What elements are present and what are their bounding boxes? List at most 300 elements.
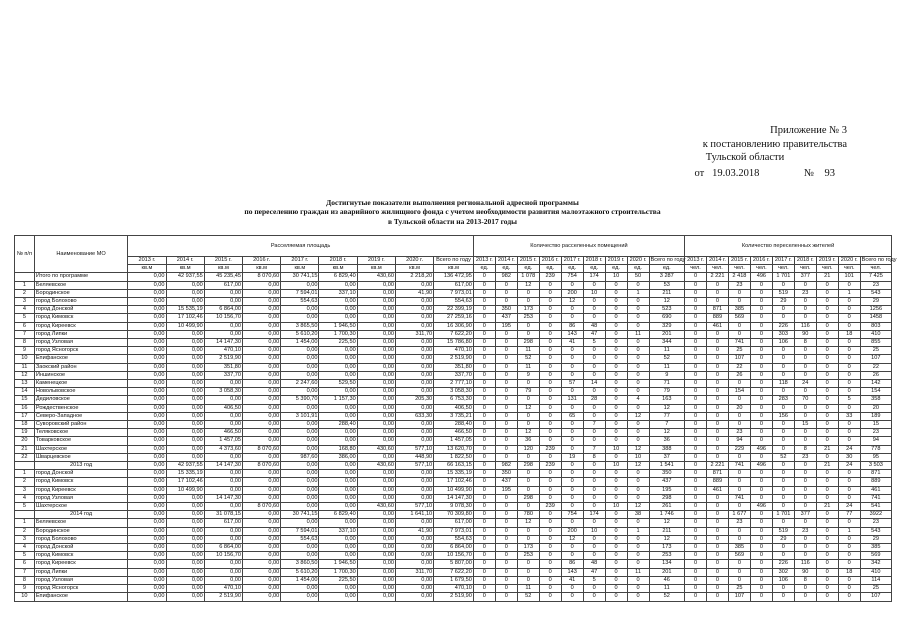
header-unit: чел.: [707, 265, 729, 273]
people-cell: 0: [685, 519, 707, 527]
area-cell: 430,60: [357, 273, 395, 281]
area-cell: 0,00: [319, 281, 357, 289]
people-cell: 118: [772, 380, 794, 388]
rooms-cell: 14: [583, 380, 605, 388]
area-cell: 205,30: [395, 396, 433, 404]
rooms-cell: 0: [539, 486, 561, 494]
rooms-cell: 0: [561, 445, 583, 453]
rooms-cell: 0: [583, 462, 605, 470]
area-cell: 3 865,50: [281, 322, 319, 330]
people-cell: 871: [860, 470, 891, 478]
rooms-cell: 0: [495, 576, 517, 584]
header-unit: кв.м: [395, 265, 433, 273]
area-cell: 0,00: [357, 355, 395, 363]
people-cell: 0: [816, 380, 838, 388]
people-cell: 569: [728, 314, 750, 322]
rooms-cell: 52: [649, 593, 685, 601]
area-cell: 0,00: [357, 437, 395, 445]
people-cell: 90: [794, 568, 816, 576]
area-cell: 0,00: [166, 585, 204, 593]
header-unit: чел.: [772, 265, 794, 273]
people-cell: 0: [794, 478, 816, 486]
rooms-cell: 0: [561, 371, 583, 379]
area-cell: 0,00: [166, 445, 204, 453]
header-unit: кв.м: [434, 265, 474, 273]
people-cell: 0: [838, 486, 860, 494]
people-cell: 0: [816, 585, 838, 593]
area-cell: 0,00: [319, 494, 357, 502]
rooms-cell: 0: [539, 306, 561, 314]
rooms-cell: 12: [627, 412, 649, 420]
area-cell: 0,00: [319, 478, 357, 486]
rooms-cell: 0: [539, 347, 561, 355]
people-cell: 0: [750, 585, 772, 593]
people-cell: 0: [707, 437, 729, 445]
area-cell: 6 864,00: [434, 544, 474, 552]
area-cell: 0,00: [281, 281, 319, 289]
rooms-cell: 0: [627, 306, 649, 314]
rooms-cell: 0: [627, 339, 649, 347]
people-cell: 0: [750, 371, 772, 379]
area-cell: 6 829,40: [319, 511, 357, 519]
rooms-cell: 38: [627, 511, 649, 519]
header-unit: кв.м: [166, 265, 204, 273]
rooms-cell: 0: [605, 306, 627, 314]
rooms-cell: 0: [583, 314, 605, 322]
rooms-cell: 0: [583, 519, 605, 527]
rooms-cell: 143: [561, 330, 583, 338]
area-cell: 0,00: [243, 568, 281, 576]
rooms-cell: 0: [605, 339, 627, 347]
area-cell: 0,00: [281, 519, 319, 527]
area-cell: 0,00: [128, 322, 166, 330]
people-cell: 23: [860, 519, 891, 527]
people-cell: 0: [816, 314, 838, 322]
table-row: [15, 412, 892, 420]
table-row: [15, 568, 892, 576]
row-name: город Донской: [34, 544, 127, 552]
people-cell: 741: [860, 494, 891, 502]
rooms-cell: 0: [627, 593, 649, 601]
rooms-cell: 0: [517, 486, 539, 494]
area-cell: 0,00: [243, 322, 281, 330]
people-cell: 0: [838, 339, 860, 347]
area-cell: 0,00: [128, 568, 166, 576]
row-name: Дедиловское: [34, 396, 127, 404]
row-number: 3: [15, 486, 35, 494]
rooms-cell: 0: [627, 486, 649, 494]
people-cell: 0: [816, 453, 838, 461]
people-cell: 0: [707, 511, 729, 519]
table-row: [15, 380, 892, 388]
table-row: [15, 462, 892, 470]
document-title-line2: по переселению граждан из аварийного жилищного фонда с учетом необходимости развития малоэтажного строительства: [244, 207, 661, 216]
area-cell: 577,10: [395, 462, 433, 470]
rooms-cell: 0: [495, 281, 517, 289]
area-cell: 0,00: [357, 314, 395, 322]
area-cell: 3 101,91: [281, 412, 319, 420]
area-cell: 0,00: [319, 412, 357, 420]
row-name: город Узловая: [34, 576, 127, 584]
row-number: 7: [15, 568, 35, 576]
rooms-cell: 0: [605, 437, 627, 445]
area-cell: 0,00: [243, 437, 281, 445]
area-cell: 9 078,30: [434, 503, 474, 511]
area-cell: 0,00: [128, 281, 166, 289]
people-cell: 0: [750, 388, 772, 396]
rooms-cell: 9: [517, 371, 539, 379]
people-cell: 0: [685, 421, 707, 429]
area-cell: 337,70: [434, 371, 474, 379]
area-cell: 0,00: [357, 560, 395, 568]
row-name: Товарковское: [34, 437, 127, 445]
people-cell: 0: [750, 404, 772, 412]
rooms-cell: 0: [561, 470, 583, 478]
people-cell: 0: [728, 330, 750, 338]
people-cell: 23: [794, 453, 816, 461]
area-cell: 22 399,19: [434, 306, 474, 314]
people-cell: 0: [750, 453, 772, 461]
rooms-cell: 77: [649, 412, 685, 420]
table-row: [15, 552, 892, 560]
rooms-cell: 0: [473, 429, 495, 437]
table-row: [15, 527, 892, 535]
area-cell: 15 535,19: [166, 306, 204, 314]
people-cell: 3922: [860, 511, 891, 519]
area-cell: 0,00: [357, 527, 395, 535]
annex-date-prefix: от: [694, 168, 705, 179]
people-cell: 0: [750, 355, 772, 363]
rooms-cell: 0: [627, 322, 649, 330]
people-cell: 0: [838, 281, 860, 289]
area-cell: 0,00: [243, 453, 281, 461]
rooms-cell: 0: [495, 421, 517, 429]
rooms-cell: 173: [649, 544, 685, 552]
people-cell: 0: [685, 560, 707, 568]
rooms-cell: 0: [517, 396, 539, 404]
people-cell: 0: [838, 593, 860, 601]
row-number: 6: [15, 322, 35, 330]
people-cell: 0: [838, 470, 860, 478]
people-cell: 0: [728, 527, 750, 535]
people-cell: 0: [750, 396, 772, 404]
people-cell: 1 701: [772, 273, 794, 281]
rooms-cell: 0: [605, 396, 627, 404]
people-cell: 0: [685, 363, 707, 371]
rooms-cell: 0: [583, 503, 605, 511]
rooms-cell: 0: [539, 519, 561, 527]
area-cell: 0,00: [204, 396, 242, 404]
row-number: 5: [15, 503, 35, 511]
people-cell: 569: [860, 552, 891, 560]
table-row: [15, 503, 892, 511]
people-cell: 358: [860, 396, 891, 404]
row-name: Итого по программе: [34, 273, 127, 281]
people-cell: 226: [772, 322, 794, 330]
rooms-cell: 173: [517, 544, 539, 552]
rooms-cell: 0: [561, 421, 583, 429]
people-cell: 0: [685, 593, 707, 601]
people-cell: 0: [794, 494, 816, 502]
area-cell: 633,30: [395, 412, 433, 420]
people-cell: 0: [838, 314, 860, 322]
area-cell: 470,10: [434, 585, 474, 593]
rooms-cell: 0: [583, 585, 605, 593]
people-cell: 855: [860, 339, 891, 347]
rooms-cell: 41: [561, 576, 583, 584]
people-cell: 26: [860, 371, 891, 379]
people-cell: 0: [794, 429, 816, 437]
people-cell: 0: [707, 568, 729, 576]
people-cell: 0: [685, 396, 707, 404]
rooms-cell: 0: [517, 380, 539, 388]
rooms-cell: 28: [583, 396, 605, 404]
table-row: [15, 339, 892, 347]
people-cell: 0: [750, 380, 772, 388]
people-cell: 5: [838, 396, 860, 404]
area-cell: 470,10: [204, 585, 242, 593]
people-cell: 0: [838, 388, 860, 396]
header-year: 2016 г.: [243, 257, 281, 265]
area-cell: 0,00: [128, 314, 166, 322]
area-cell: 45 235,45: [204, 273, 242, 281]
people-cell: 0: [707, 355, 729, 363]
area-cell: 0,00: [357, 396, 395, 404]
people-cell: 0: [685, 576, 707, 584]
rooms-cell: 0: [583, 363, 605, 371]
area-cell: 470,10: [434, 347, 474, 355]
area-cell: 0,00: [357, 297, 395, 305]
header-row-groups: [15, 236, 892, 257]
rooms-cell: 0: [605, 371, 627, 379]
people-cell: 229: [728, 445, 750, 453]
area-cell: 0,00: [166, 511, 204, 519]
area-cell: 0,00: [281, 421, 319, 429]
area-cell: 0,00: [395, 339, 433, 347]
rooms-cell: 298: [517, 494, 539, 502]
row-number: 17: [15, 412, 35, 420]
people-cell: 496: [750, 273, 772, 281]
rooms-cell: 0: [561, 429, 583, 437]
rooms-cell: 0: [561, 404, 583, 412]
area-cell: 0,00: [204, 560, 242, 568]
people-cell: 519: [772, 289, 794, 297]
area-cell: 0,00: [357, 289, 395, 297]
rooms-cell: 0: [561, 519, 583, 527]
area-cell: 0,00: [281, 429, 319, 437]
rooms-cell: 0: [473, 330, 495, 338]
table-row: [15, 421, 892, 429]
area-cell: 0,00: [128, 576, 166, 584]
header-year: 2016 г.: [750, 257, 772, 265]
people-cell: 0: [728, 470, 750, 478]
area-cell: 0,00: [395, 552, 433, 560]
people-cell: 778: [860, 445, 891, 453]
table-row: [15, 396, 892, 404]
people-cell: 496: [750, 445, 772, 453]
row-number: 2: [15, 478, 35, 486]
people-cell: 0: [707, 453, 729, 461]
people-cell: 0: [794, 297, 816, 305]
area-cell: 0,00: [357, 404, 395, 412]
people-cell: 0: [728, 297, 750, 305]
rooms-cell: 0: [627, 281, 649, 289]
area-cell: 0,00: [166, 363, 204, 371]
people-cell: 7 425: [860, 273, 891, 281]
rooms-cell: 0: [605, 330, 627, 338]
area-cell: 0,00: [281, 437, 319, 445]
people-cell: 0: [750, 535, 772, 543]
area-cell: 8 070,60: [243, 445, 281, 453]
people-cell: 0: [816, 297, 838, 305]
area-cell: 0,00: [243, 593, 281, 601]
rooms-cell: 0: [605, 388, 627, 396]
row-number: 6: [15, 560, 35, 568]
people-cell: 0: [816, 519, 838, 527]
people-cell: 0: [794, 347, 816, 355]
area-cell: 0,00: [281, 478, 319, 486]
header-total: Всего по году: [861, 257, 897, 264]
rooms-cell: 12: [627, 462, 649, 470]
rooms-cell: 0: [627, 363, 649, 371]
people-cell: 0: [816, 355, 838, 363]
rooms-cell: 0: [473, 527, 495, 535]
area-cell: 0,00: [128, 494, 166, 502]
rooms-cell: 0: [627, 585, 649, 593]
rooms-cell: 79: [517, 388, 539, 396]
rooms-cell: 50: [627, 273, 649, 281]
area-cell: 0,00: [128, 404, 166, 412]
rooms-cell: 0: [561, 478, 583, 486]
rooms-cell: 0: [539, 339, 561, 347]
people-cell: 385: [728, 544, 750, 552]
people-cell: 569: [728, 552, 750, 560]
row-name: Каменецкое: [34, 380, 127, 388]
rooms-cell: 0: [539, 494, 561, 502]
rooms-cell: 7: [583, 421, 605, 429]
people-cell: 889: [860, 478, 891, 486]
people-cell: 0: [707, 576, 729, 584]
rooms-cell: 239: [539, 273, 561, 281]
people-cell: 114: [860, 576, 891, 584]
area-cell: 0,00: [357, 470, 395, 478]
area-cell: 0,00: [204, 330, 242, 338]
row-name: город Кимовск: [34, 478, 127, 486]
area-cell: 7 973,01: [434, 289, 474, 297]
people-cell: 0: [707, 494, 729, 502]
area-cell: 7 622,20: [434, 568, 474, 576]
area-cell: 0,00: [395, 478, 433, 486]
area-cell: 2 519,90: [204, 355, 242, 363]
area-cell: 0,00: [243, 511, 281, 519]
table-row: [15, 330, 892, 338]
row-name: город Донской: [34, 470, 127, 478]
people-cell: 1 677: [728, 511, 750, 519]
people-cell: 0: [794, 544, 816, 552]
area-cell: 0,00: [395, 355, 433, 363]
people-cell: 0: [816, 306, 838, 314]
rooms-cell: 10: [605, 462, 627, 470]
rooms-cell: 0: [473, 306, 495, 314]
area-cell: 0,00: [128, 445, 166, 453]
people-cell: 23: [860, 429, 891, 437]
rooms-cell: 0: [605, 322, 627, 330]
header-unit: ед.: [539, 265, 561, 273]
people-cell: 0: [816, 363, 838, 371]
people-cell: 0: [794, 355, 816, 363]
people-cell: 29: [860, 535, 891, 543]
area-cell: 0,00: [166, 380, 204, 388]
area-cell: 0,00: [204, 289, 242, 297]
row-name: Епифанское: [34, 593, 127, 601]
area-cell: 0,00: [128, 371, 166, 379]
people-cell: 889: [707, 314, 729, 322]
header-unit: чел.: [816, 265, 838, 273]
area-cell: 0,00: [204, 568, 242, 576]
people-cell: 1256: [860, 306, 891, 314]
annex-decree: к постановлению правительства: [702, 139, 847, 150]
area-cell: 0,00: [166, 281, 204, 289]
people-cell: 0: [685, 347, 707, 355]
people-cell: 21: [816, 445, 838, 453]
people-cell: 0: [685, 470, 707, 478]
rooms-cell: 0: [517, 453, 539, 461]
people-cell: 0: [816, 486, 838, 494]
rooms-cell: 0: [473, 568, 495, 576]
row-number: 8: [15, 339, 35, 347]
area-cell: 14 147,30: [204, 494, 242, 502]
area-cell: 406,50: [204, 404, 242, 412]
area-cell: 0,00: [243, 478, 281, 486]
people-cell: 0: [707, 347, 729, 355]
area-cell: 0,00: [395, 593, 433, 601]
rooms-cell: 0: [605, 494, 627, 502]
row-name: город Узловая: [34, 494, 127, 502]
people-cell: 0: [707, 388, 729, 396]
area-cell: 0,00: [166, 527, 204, 535]
rooms-cell: 0: [583, 306, 605, 314]
area-cell: 8 070,60: [243, 273, 281, 281]
rooms-cell: 0: [583, 470, 605, 478]
area-cell: 0,00: [395, 404, 433, 412]
people-cell: 0: [838, 585, 860, 593]
area-cell: 466,50: [204, 429, 242, 437]
area-cell: 0,00: [319, 535, 357, 543]
area-cell: 0,00: [128, 478, 166, 486]
rooms-cell: 11: [649, 585, 685, 593]
people-cell: 0: [685, 462, 707, 470]
area-cell: 351,80: [204, 363, 242, 371]
area-cell: 0,00: [166, 519, 204, 527]
rooms-cell: 523: [649, 306, 685, 314]
area-cell: 0,00: [128, 347, 166, 355]
header-year: 2020 г.: [395, 257, 433, 265]
rooms-cell: 298: [517, 462, 539, 470]
people-cell: 0: [685, 322, 707, 330]
area-cell: 554,63: [434, 535, 474, 543]
rooms-cell: 11: [517, 347, 539, 355]
row-name: Беляевское: [34, 281, 127, 289]
header-year: 2018 г.: [319, 257, 357, 265]
area-cell: 0,00: [128, 429, 166, 437]
people-cell: 0: [838, 371, 860, 379]
people-cell: 0: [707, 363, 729, 371]
rooms-cell: 195: [495, 322, 517, 330]
rooms-cell: 0: [627, 371, 649, 379]
people-cell: 410: [860, 568, 891, 576]
rooms-cell: 12: [649, 535, 685, 543]
rooms-cell: 0: [561, 552, 583, 560]
